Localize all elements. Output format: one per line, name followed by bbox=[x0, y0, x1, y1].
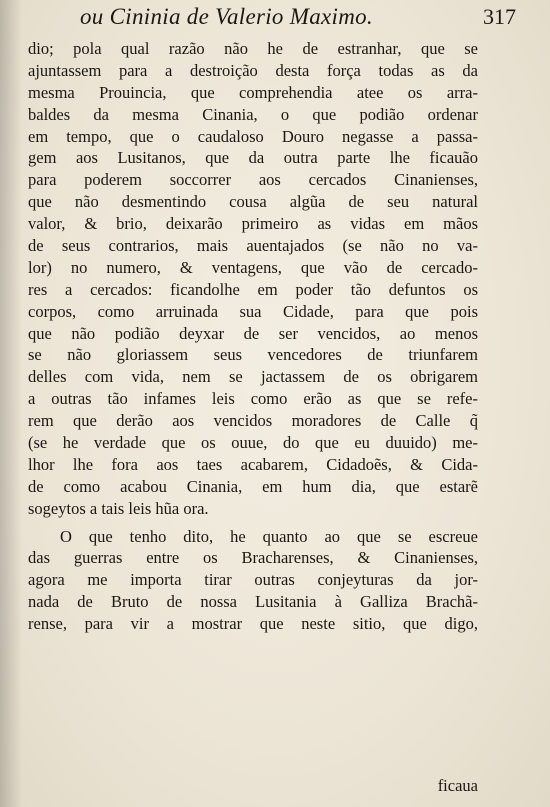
text-line: agora me importa tirar outras conjeyturas da jor- bbox=[28, 570, 478, 590]
text-line: dio; pola qual razão não he de estranhar, que se bbox=[28, 39, 478, 58]
text-line: gem aos Lusitanos, que da outra parte lhe ficauão bbox=[28, 148, 478, 168]
text-line: (se he verdade que os ouue, do que eu duuido) me- bbox=[28, 433, 478, 453]
text-line: valor, & brio, deixarão primeiro as vidas em mãos bbox=[28, 214, 478, 234]
text-line: delles com vida, nem se jactassem de os obrigarem bbox=[28, 367, 478, 387]
text-line: em tempo, que o caudaloso Douro negasse a passa- bbox=[28, 126, 478, 146]
text-line: mesma Prouincia, que comprehendia atee os arra- bbox=[28, 82, 478, 102]
text-line: baldes da mesma Cinania, o que podião ordenar bbox=[28, 104, 478, 124]
text-line: rense, para vir a mostrar que neste sitio, que digo, bbox=[28, 614, 478, 634]
text-line: se não gloriassem seus vencedores de triunfarem bbox=[28, 345, 478, 365]
text-line: ajuntassem para a destroição desta força todas as da bbox=[28, 60, 478, 80]
text-line: nada de Bruto de nossa Lusitania à Galliza Brachã- bbox=[28, 592, 478, 612]
text-line: rem que derão aos vencidos moradores de Calle q̃ bbox=[28, 411, 478, 431]
text-line: de como acabou Cinania, em hum dia, que estarẽ bbox=[28, 476, 478, 496]
text-line: de seus contrarios, mais auentajados (se não no va- bbox=[28, 236, 478, 256]
text-line: corpos, como arruinada sua Cidade, para que pois bbox=[28, 301, 478, 321]
text-line: que não podião deyxar de ser vencidos, ao menos bbox=[28, 323, 478, 343]
gutter-shadow bbox=[0, 0, 22, 807]
text-line: res a cercados: ficandolhe em poder tão defuntos os bbox=[28, 279, 478, 299]
text-line: lhor lhe fora aos taes acabarem, Cidadoẽs, & Cida- bbox=[28, 454, 478, 474]
body-text bbox=[28, 38, 478, 635]
text-line: para poderem soccorrer aos cercados Cinanienses, bbox=[28, 170, 478, 190]
text-line: a outras tão infames leis como erão as que se refe- bbox=[28, 389, 478, 409]
running-title: ou Cininia de Valerio Maximo. bbox=[80, 4, 373, 29]
text-line: sogeytos a tais leis hũa ora. bbox=[28, 498, 209, 518]
page-header bbox=[80, 4, 520, 30]
text-line: que não desmentindo cousa algũa de seu natural bbox=[28, 192, 478, 212]
page-number: 317 bbox=[483, 4, 516, 29]
paragraph-start-line: O que tenho dito, he quanto ao que se escreue bbox=[60, 526, 478, 546]
catchword: ficaua bbox=[437, 776, 478, 795]
text-line: lor) no numero, & ventagens, que vão de cercado- bbox=[28, 257, 478, 277]
text-line: das guerras entre os Bracharenses, & Cinanienses, bbox=[28, 548, 478, 568]
